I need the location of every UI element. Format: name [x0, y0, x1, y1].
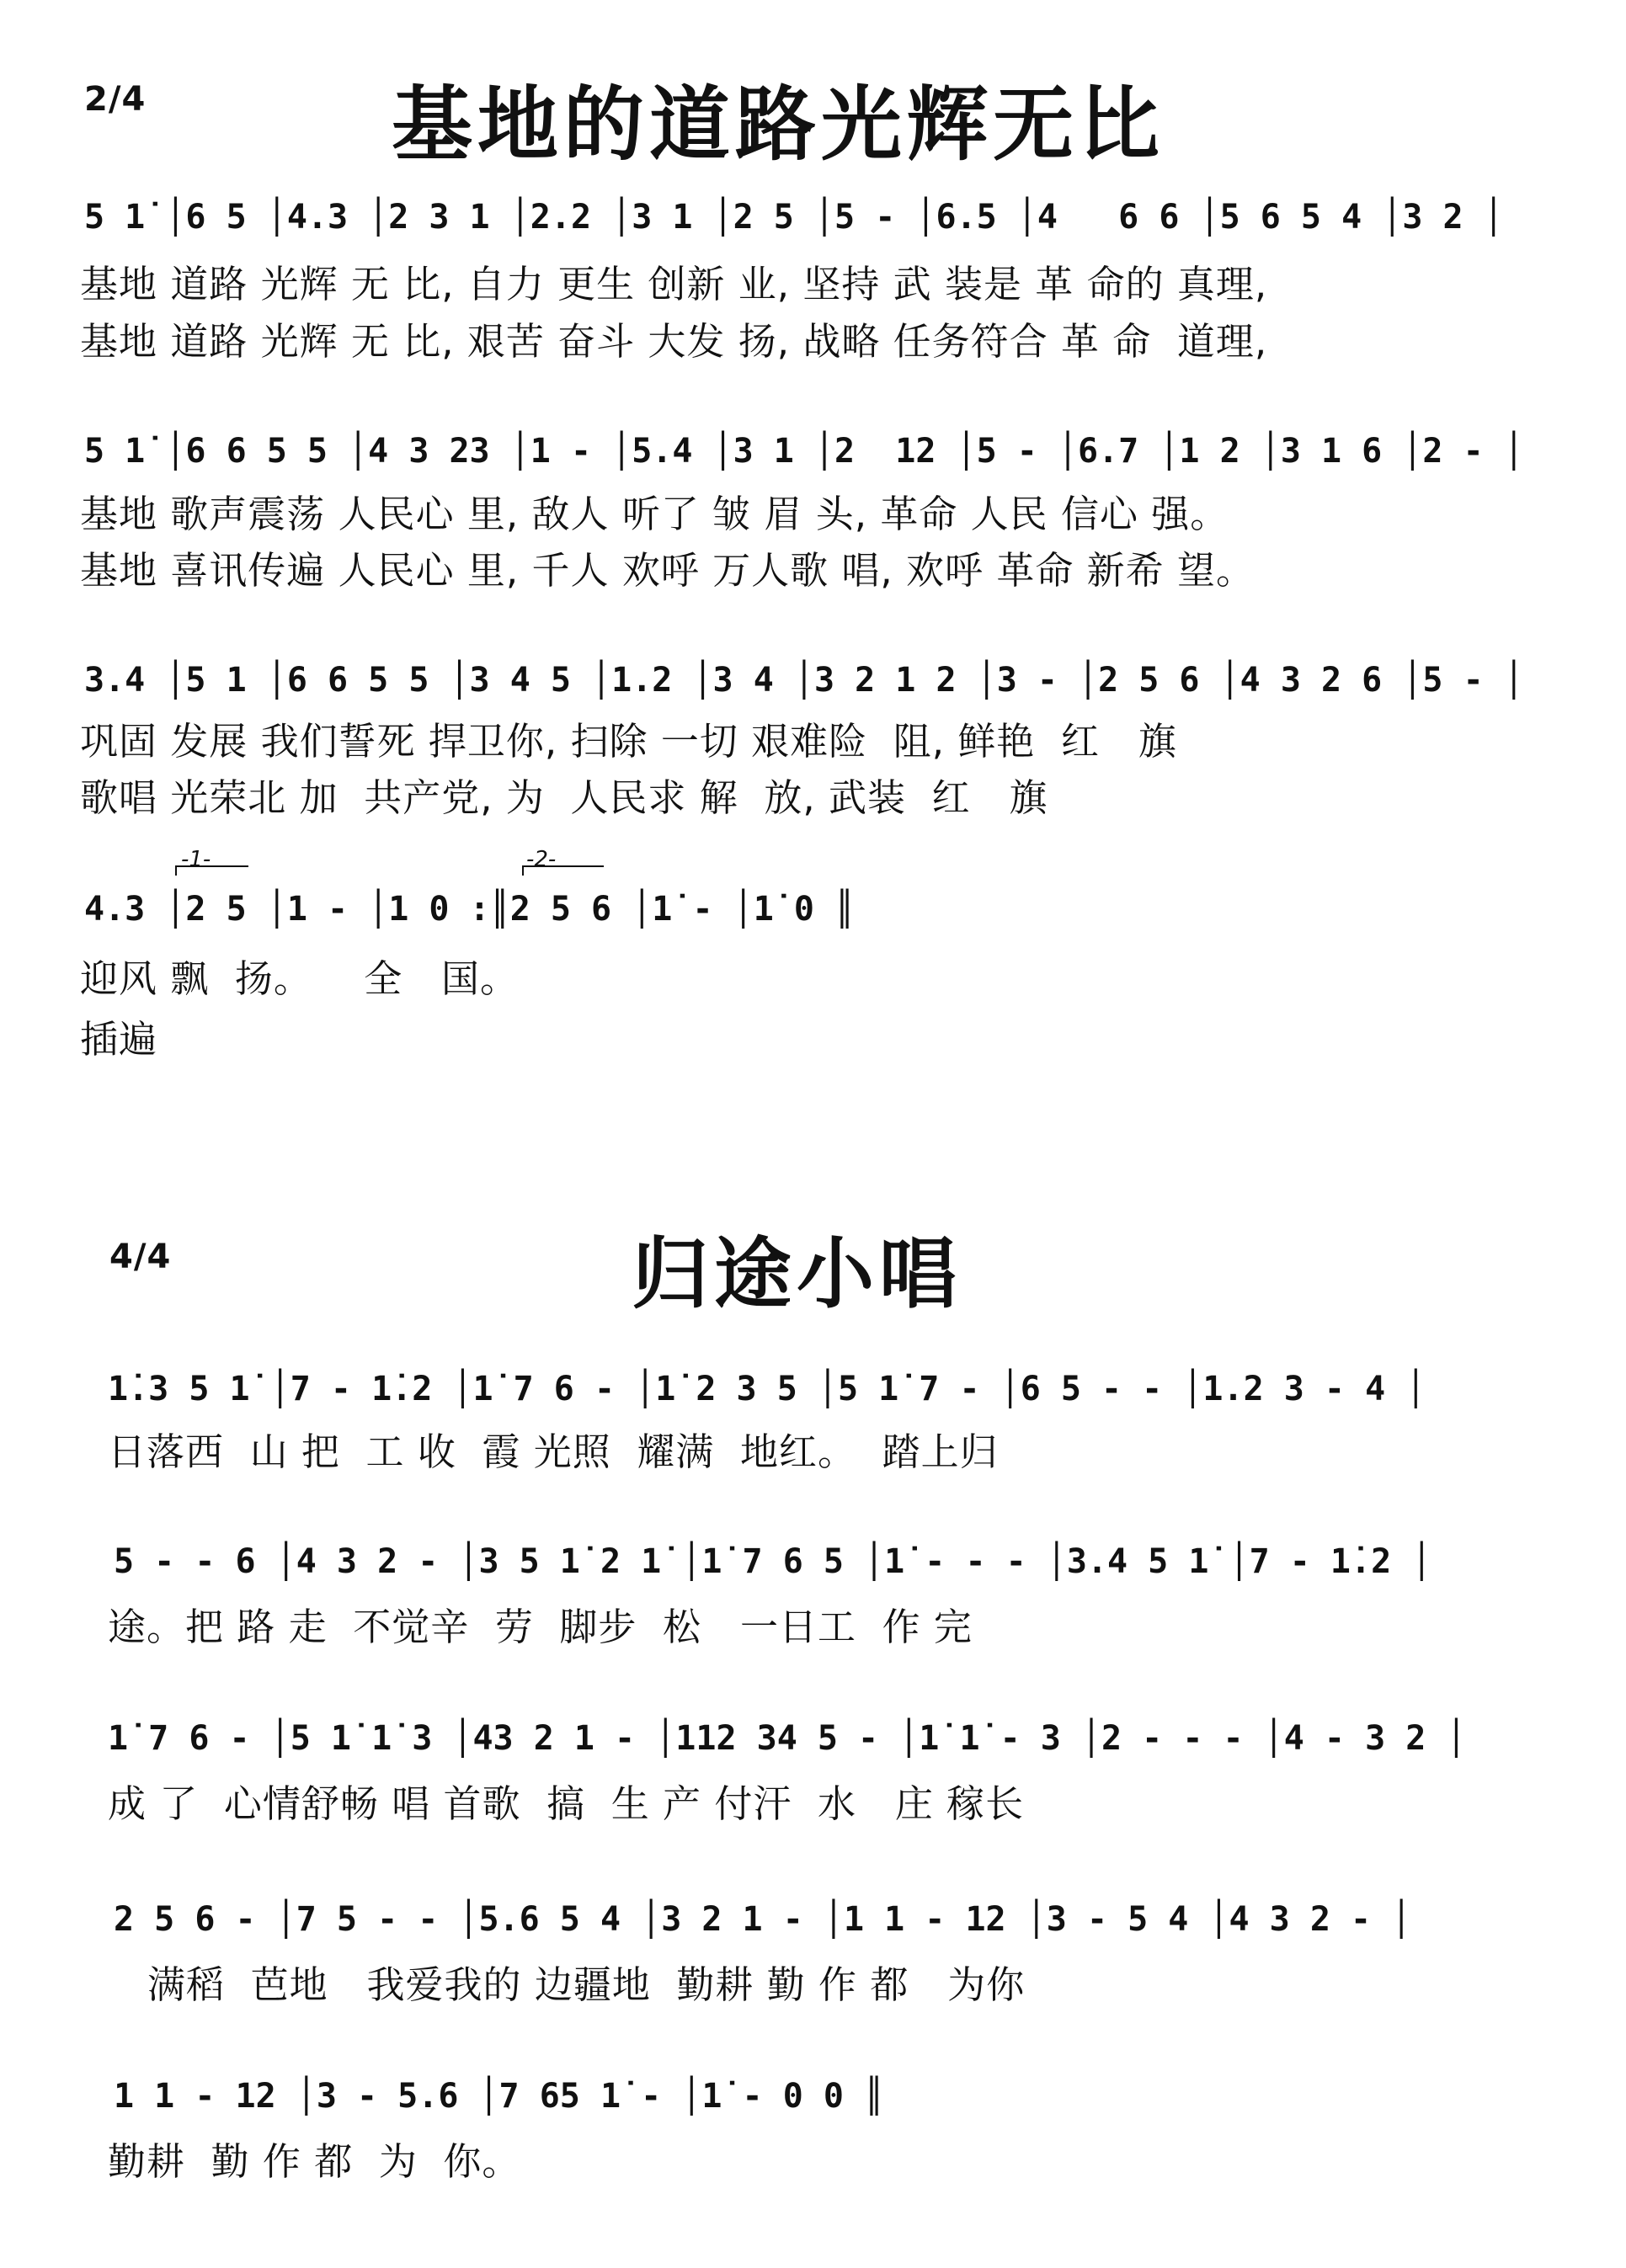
notation-line-4: 2 5 6 - │7 5 - - │5.6 5 4 │3 2 1 - │1 1 - 12 │3 - 5 4 │4 3 2 - │ — [114, 1900, 1412, 1939]
lyric-line-2-verse-2: 基地 喜讯传遍 人民心 里, 千人 欢呼 万人歌 唱, 欢呼 革命 新希 望。 — [80, 548, 1255, 593]
time-signature: 4/4 — [109, 1238, 172, 1276]
lyric-line-4: 满稻 芭地 我爱我的 边疆地 勤耕 勤 作 都 为你 — [147, 1962, 1026, 2007]
notation-line-5: 1 1 - 12 │3 - 5.6 │7 65 1̇ - │1̇ - 0 0 ║ — [114, 2077, 885, 2116]
lyric-line-5: 勤耕 勤 作 都 为 你。 — [108, 2139, 521, 2184]
notation-line-3: 1̇ 7 6 - │5 1̇ 1̇ 3 │43 2 1 - │112 34 5 - │1̇ 1̇ - 3 │2 - - - │4 - 3 2 │ — [108, 1719, 1467, 1758]
song-title: 归途小唱 — [632, 1228, 962, 1319]
notation-line-1: 1̇.3 5 1̇ │7 - 1̇.2 │1̇ 7 6 - │1̇ 2 3 5 │5 1̇ 7 - │6 5 - - │1.2 3 - 4 │ — [108, 1370, 1426, 1408]
notation-line-2: 5 - - 6 │4 3 2 - │3 5 1̇ 2 1̇ │1̇ 7 6 5 │1̇ - - - │3.4 5 1̇ │7 - 1̇.2 │ — [114, 1542, 1432, 1581]
lyric-line-2: 途。把 路 走 不觉辛 劳 脚步 松 一日工 作 完 — [108, 1605, 973, 1649]
time-signature: 2/4 — [84, 80, 147, 119]
notation-line-2: 5 1̇ │6 6 5 5 │4 3 23 │1 - │5.4 │3 1 │2 12 │5 - │6.7 │1 2 │3 1 6 │2 - │ — [84, 432, 1524, 471]
ending-mark-2: -2- — [526, 847, 557, 872]
lyric-line-1: 日落西 山 把 工 收 霞 光照 耀满 地红。 踏上归 — [108, 1429, 999, 1474]
lyric-line-1-verse-1: 基地 道路 光辉 无 比, 自力 更生 创新 业, 坚持 武 装是 革 命的 真理, — [80, 262, 1268, 306]
lyric-line-1-verse-2: 基地 道路 光辉 无 比, 艰苦 奋斗 大发 扬, 战略 任务符合 革 命 道理, — [80, 319, 1268, 364]
lyric-line-3-verse-2: 歌唱 光荣北 加 共产党, 为 人民求 解 放, 武装 红 旗 — [80, 775, 1048, 820]
lyric-line-2-verse-1: 基地 歌声震荡 人民心 里, 敌人 听了 皱 眉 头, 革命 人民 信心 强。 — [80, 492, 1229, 536]
lyric-line-3-verse-1: 巩固 发展 我们誓死 捍卫你, 扫除 一切 艰难险 阻, 鲜艳 红 旗 — [80, 719, 1177, 764]
song-2 — [0, 1162, 1626, 2256]
song-title: 基地的道路光辉无比 — [392, 77, 1165, 172]
notation-line-3: 3.4 │5 1 │6 6 5 5 │3 4 5 │1.2 │3 4 │3 2 1 2 │3 - │2 5 6 │4 3 2 6 │5 - │ — [84, 661, 1524, 700]
notation-line-1: 5 1̇ │6 5 │4.3 │2 3 1 │2.2 │3 1 │2 5 │5 - │6.5 │4 6 6 │5 6 5 4 │3 2 │ — [84, 198, 1504, 237]
lyric-line-4-verse-1: 迎风 飘 扬。 全 国。 — [80, 956, 520, 1001]
lyric-line-4-verse-2: 插遍 — [80, 1017, 158, 1062]
song-1 — [0, 0, 1626, 1094]
ending-mark-1: -1- — [181, 847, 211, 872]
lyric-line-3: 成 了 心情舒畅 唱 首歌 搞 生 产 付汗 水 庄 稼长 — [108, 1781, 1025, 1826]
notation-line-4: 4.3 │2 5 │1 - │1 0 :║2 5 6 │1̇ - │1̇ 0 ║ — [84, 890, 856, 929]
